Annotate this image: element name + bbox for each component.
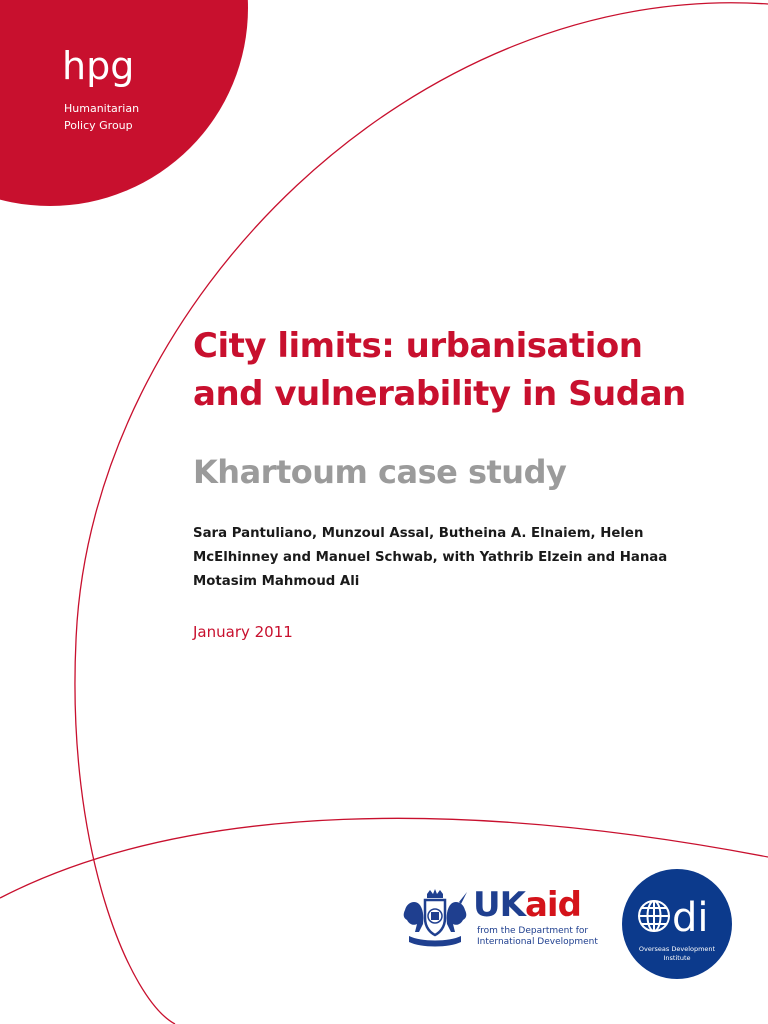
ukaid-caption-line1: from the Department for [477,926,589,936]
hpg-logo-text: hpg [62,44,135,88]
odi-caption-line1: Overseas Development [638,945,716,953]
publication-date: January 2011 [193,623,293,641]
royal-coat-of-arms-icon [397,888,473,948]
ukaid-caption-line2: International Development [477,937,598,947]
odi-di-letters: di [672,895,709,939]
ukaid-caption [477,926,598,948]
authors-line3: Motasim Mahmoud Ali [193,574,360,589]
publisher-name-line1: Humanitarian [64,102,140,115]
report-title-line2: and vulnerability in Sudan [193,374,686,414]
authors-line1: Sara Pantuliano, Munzoul Assal, Butheina A. Elnaiem, Helen [193,526,644,541]
publisher-name [64,100,139,134]
odi-logo [622,869,732,979]
report-title [193,322,753,418]
odi-caption-line2: Institute [663,954,691,962]
ukaid-uk: UK [473,885,525,925]
report-title-line1: City limits: urbanisation [193,326,643,366]
ukaid-aid: aid [524,885,581,925]
authors-line2: McElhinney and Manuel Schwab, with Yathrib Elzein and Hanaa [193,550,668,565]
authors [193,522,733,594]
publisher-name-line2: Policy Group [64,119,133,132]
odi-caption [622,945,732,963]
globe-icon [639,901,669,931]
ukaid-logo [397,886,597,956]
report-subtitle: Khartoum case study [193,453,567,491]
odi-wordmark [632,889,722,939]
ukaid-wordmark [473,886,581,924]
